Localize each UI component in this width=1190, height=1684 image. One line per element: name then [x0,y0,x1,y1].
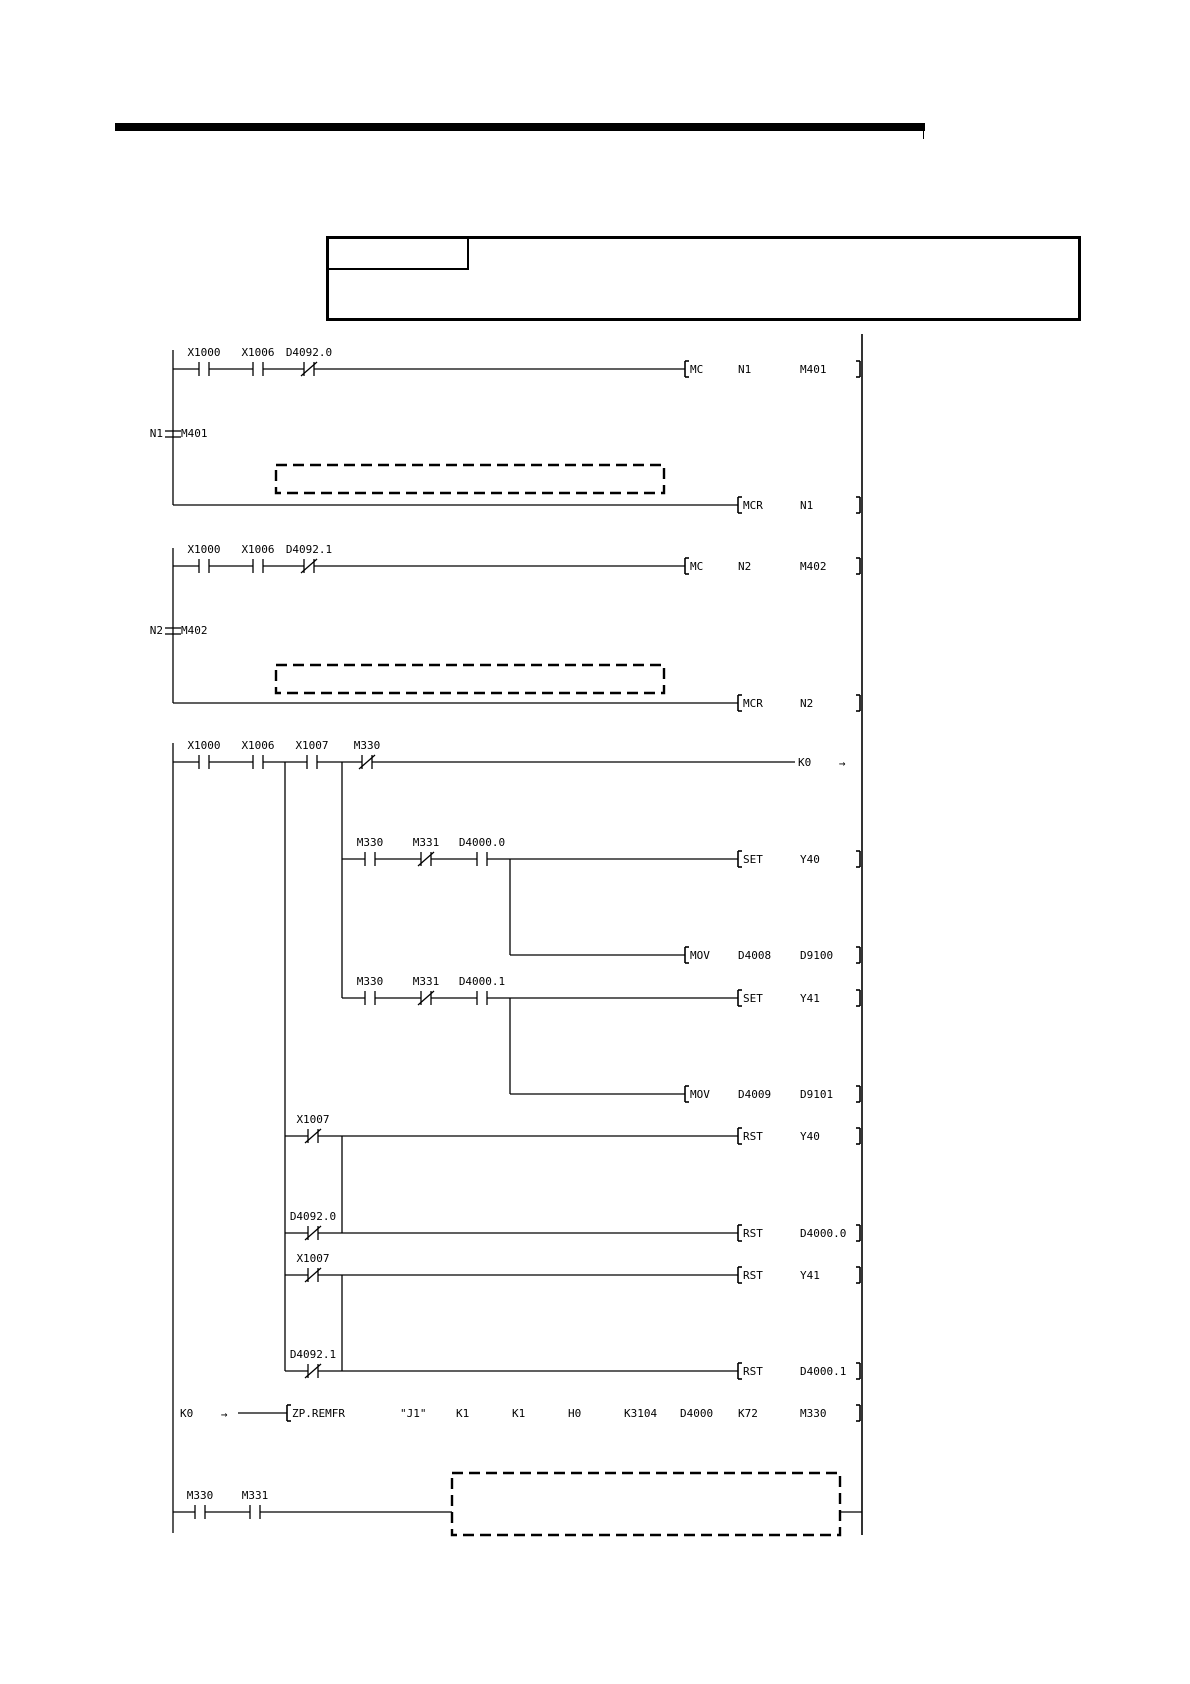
contact-label: D4092.1 [285,543,333,556]
instruction-operand: K3104 [624,1407,658,1420]
contact-label: M330 [353,739,381,752]
omitted-program-3 [452,1473,840,1535]
instruction-mnemonic: RST [743,1130,763,1143]
contact-label: X1007 [295,739,329,752]
omitted-program-2 [276,665,664,693]
contact-d40001 [477,991,487,1005]
instruction-operand: N2 [800,697,814,710]
nest-label-right: M402 [181,624,208,637]
contact-m330 [195,1505,205,1519]
contact-m330 [365,852,375,866]
instruction-operand: D4000.1 [800,1365,847,1378]
contact-label: D4092.0 [289,1210,337,1223]
pointer-arrow: → [220,1408,228,1421]
contact-x1000 [199,755,209,769]
instruction-mnemonic: MOV [690,949,710,962]
contact-label: X1006 [241,739,275,752]
contact-label: M331 [412,975,440,988]
contact-label: X1006 [241,543,275,556]
instruction-mov-d4008 [685,947,860,963]
instruction-mnemonic: SET [743,992,763,1005]
instruction-operand: Y40 [800,1130,820,1143]
contact-label: M331 [412,836,440,849]
contact-label: X1000 [187,543,221,556]
omitted-program-1 [276,465,664,493]
instruction-operand: N1 [800,499,814,512]
contact-label: X1007 [296,1113,330,1126]
instruction-mnemonic: MCR [743,697,763,710]
instruction-mnemonic: MC [690,560,704,573]
contact-label: D4000.1 [458,975,506,988]
contact-m330 [365,991,375,1005]
contact-x1007 [307,755,317,769]
instruction-operand: H0 [568,1407,582,1420]
contact-x1006 [253,559,263,573]
contact-label: X1000 [187,739,221,752]
instruction-mnemonic: MC [690,363,704,376]
contact-label: M331 [241,1489,269,1502]
instruction-operand: N1 [738,363,752,376]
instruction-operand: K1 [512,1407,526,1420]
instruction-operand: Y41 [800,1269,820,1282]
instruction-operand: D4000.0 [800,1227,847,1240]
instruction-mnemonic: RST [743,1269,763,1282]
instruction-mnemonic: ZP.REMFR [292,1407,345,1420]
nest-label-right: M401 [181,427,208,440]
jump-label: K0 [798,756,812,769]
instruction-mc-n1 [685,361,860,377]
contact-x1000 [199,559,209,573]
instruction-operand: D4009 [738,1088,772,1101]
instruction-mnemonic: RST [743,1365,763,1378]
contact-label: M330 [356,836,384,849]
instruction-operand: D9100 [800,949,834,962]
instruction-operand: M330 [800,1407,827,1420]
contact-label: D4000.0 [458,836,506,849]
instruction-operand: D9101 [800,1088,834,1101]
contact-m331 [250,1505,260,1519]
instruction-mc-n2 [685,558,860,574]
contact-x1000 [199,362,209,376]
instruction-mnemonic: RST [743,1227,763,1240]
instruction-operand: D4008 [738,949,772,962]
contact-x1006 [253,362,263,376]
instruction-operand: K1 [456,1407,470,1420]
instruction-operand: Y40 [800,853,820,866]
pointer-label: K0 [180,1407,194,1420]
contact-x1006 [253,755,263,769]
instruction-mnemonic: MOV [690,1088,710,1101]
instruction-operand: N2 [738,560,752,573]
contact-label: D4092.1 [289,1348,337,1361]
contact-label: M330 [356,975,384,988]
instruction-mnemonic: MCR [743,499,763,512]
contact-label: D4092.0 [285,346,333,359]
contact-d40000 [477,852,487,866]
contact-label: X1007 [296,1252,330,1265]
contact-label: M330 [186,1489,214,1502]
contact-label: X1006 [241,346,275,359]
nest-label-left: N1 [149,427,163,440]
contact-label: X1000 [187,346,221,359]
instruction-operand: M402 [800,560,827,573]
instruction-operand: "J1" [400,1407,427,1420]
instruction-mov-d4009 [685,1086,860,1102]
instruction-operand: K72 [738,1407,758,1420]
nest-label-left: N2 [149,624,163,637]
instruction-operand: M401 [800,363,827,376]
instruction-operand: Y41 [800,992,820,1005]
instruction-mnemonic: SET [743,853,763,866]
jump-arrow: → [838,757,846,770]
instruction-operand: D4000 [680,1407,714,1420]
